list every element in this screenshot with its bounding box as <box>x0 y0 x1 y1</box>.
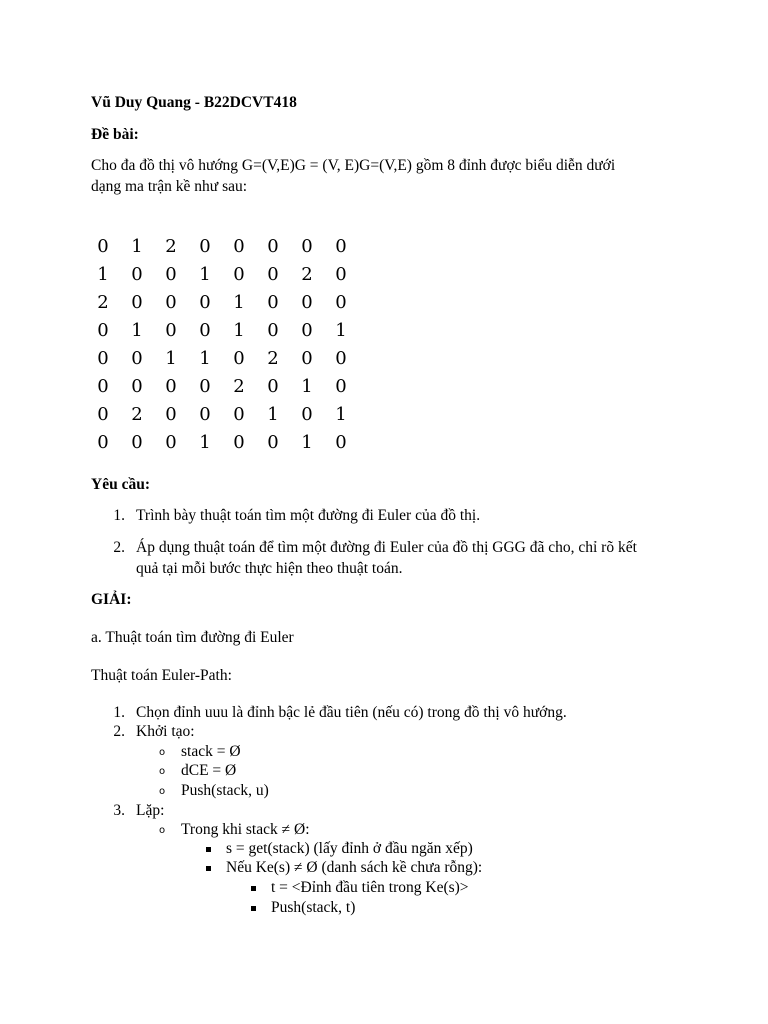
matrix-cell: 1 <box>199 432 211 453</box>
matrix-cell: 0 <box>267 292 279 313</box>
matrix-cell: 0 <box>165 320 177 341</box>
matrix-cell: 1 <box>233 292 245 313</box>
req-number-2: 2. <box>113 539 125 556</box>
matrix-cell: 1 <box>165 348 177 369</box>
matrix-cell: 0 <box>199 376 211 397</box>
matrix-cell: 0 <box>97 404 109 425</box>
matrix-cell: 2 <box>97 292 109 313</box>
matrix-cell: 0 <box>335 376 347 397</box>
matrix-cell: 1 <box>131 236 143 257</box>
step-text-3: Lặp: <box>136 802 165 819</box>
step-number-1: 1. <box>113 704 125 721</box>
matrix-cell: 1 <box>97 264 109 285</box>
matrix-cell: 0 <box>301 236 313 257</box>
loop-sub-1: s = get(stack) (lấy đỉnh ở đầu ngăn xếp) <box>226 840 473 857</box>
step-text-1: Chọn đỉnh uuu là đỉnh bậc lẻ đầu tiên (nếu có) trong đồ thị vô hướng. <box>136 704 567 721</box>
de-bai-heading: Đề bài: <box>91 126 139 143</box>
bullet-square-icon <box>251 886 256 891</box>
matrix-cell: 1 <box>335 320 347 341</box>
matrix-cell: 0 <box>97 236 109 257</box>
req-number-1: 1. <box>113 507 125 524</box>
requirements-heading: Yêu cầu: <box>91 476 150 493</box>
bullet-square-icon <box>251 906 256 911</box>
matrix-cell: 1 <box>301 376 313 397</box>
matrix-cell: 0 <box>267 432 279 453</box>
matrix-cell: 1 <box>233 320 245 341</box>
matrix-cell: 0 <box>233 264 245 285</box>
matrix-cell: 0 <box>301 404 313 425</box>
matrix-cell: 0 <box>267 264 279 285</box>
req-text-2-line-2: quả tại mỗi bước thực hiện theo thuật toán. <box>136 560 403 577</box>
matrix-cell: 0 <box>233 348 245 369</box>
matrix-cell: 0 <box>199 404 211 425</box>
matrix-cell: 0 <box>335 264 347 285</box>
matrix-cell: 0 <box>131 348 143 369</box>
matrix-cell: 0 <box>165 432 177 453</box>
step-number-3: 3. <box>113 802 125 819</box>
init-item-1: stack = Ø <box>181 743 241 760</box>
matrix-cell: 2 <box>131 404 143 425</box>
solution-heading: GIẢI: <box>91 591 132 608</box>
matrix-cell: 1 <box>301 432 313 453</box>
matrix-cell: 0 <box>97 320 109 341</box>
matrix-cell: 0 <box>97 348 109 369</box>
matrix-cell: 0 <box>233 404 245 425</box>
problem-line-2: dạng ma trận kề như sau: <box>91 178 248 195</box>
bullet-square-icon <box>206 866 211 871</box>
matrix-cell: 1 <box>131 320 143 341</box>
matrix-cell: 0 <box>165 264 177 285</box>
matrix-cell: 0 <box>97 376 109 397</box>
matrix-cell: 1 <box>267 404 279 425</box>
matrix-cell: 2 <box>165 236 177 257</box>
loop-item: Trong khi stack ≠ Ø: <box>181 821 310 838</box>
matrix-cell: 2 <box>267 348 279 369</box>
matrix-cell: 0 <box>165 292 177 313</box>
bullet-circle-icon: o <box>159 766 166 777</box>
matrix-cell: 0 <box>165 376 177 397</box>
matrix-cell: 0 <box>335 348 347 369</box>
matrix-cell: 0 <box>267 236 279 257</box>
matrix-cell: 0 <box>131 292 143 313</box>
author-line: Vũ Duy Quang - B22DCVT418 <box>91 94 297 111</box>
bullet-circle-icon: o <box>159 747 166 758</box>
matrix-cell: 0 <box>131 376 143 397</box>
matrix-cell: 0 <box>301 348 313 369</box>
matrix-cell: 0 <box>301 320 313 341</box>
matrix-cell: 0 <box>97 432 109 453</box>
algorithm-name: Thuật toán Euler-Path: <box>91 667 232 684</box>
matrix-cell: 0 <box>301 292 313 313</box>
loop-sub2-1: t = <Đỉnh đầu tiên trong Ke(s)> <box>271 879 469 896</box>
problem-line-1: Cho đa đồ thị vô hướng G=(V,E)G = (V, E)G=(V,E) gồm 8 đỉnh được biểu diễn dưới <box>91 157 616 174</box>
matrix-cell: 1 <box>199 348 211 369</box>
bullet-circle-icon: o <box>159 786 166 797</box>
matrix-cell: 1 <box>199 264 211 285</box>
matrix-cell: 0 <box>233 236 245 257</box>
matrix-cell: 0 <box>165 404 177 425</box>
init-item-2: dCE = Ø <box>181 762 237 779</box>
bullet-square-icon <box>206 847 211 852</box>
step-text-2: Khởi tạo: <box>136 723 195 740</box>
matrix-cell: 2 <box>233 376 245 397</box>
matrix-cell: 0 <box>267 320 279 341</box>
matrix-cell: 0 <box>233 432 245 453</box>
matrix-cell: 0 <box>335 432 347 453</box>
matrix-cell: 0 <box>199 292 211 313</box>
loop-sub2-2: Push(stack, t) <box>271 899 356 916</box>
matrix-cell: 2 <box>301 264 313 285</box>
step-number-2: 2. <box>113 723 125 740</box>
matrix-cell: 0 <box>267 376 279 397</box>
matrix-cell: 0 <box>199 320 211 341</box>
matrix-cell: 0 <box>335 292 347 313</box>
init-item-3: Push(stack, u) <box>181 782 269 799</box>
matrix-cell: 0 <box>335 236 347 257</box>
matrix-cell: 0 <box>131 432 143 453</box>
matrix-cell: 0 <box>199 236 211 257</box>
req-text-2-line-1: Áp dụng thuật toán để tìm một đường đi Euler của đồ thị GGG đã cho, chỉ rõ kết <box>136 539 637 556</box>
loop-sub-2: Nếu Ke(s) ≠ Ø (danh sách kề chưa rỗng): <box>226 859 483 876</box>
bullet-circle-icon: o <box>159 825 166 836</box>
matrix-cell: 1 <box>335 404 347 425</box>
section-a-title: a. Thuật toán tìm đường đi Euler <box>91 629 294 646</box>
req-text-1: Trình bày thuật toán tìm một đường đi Euler của đồ thị. <box>136 507 481 524</box>
matrix-cell: 0 <box>131 264 143 285</box>
